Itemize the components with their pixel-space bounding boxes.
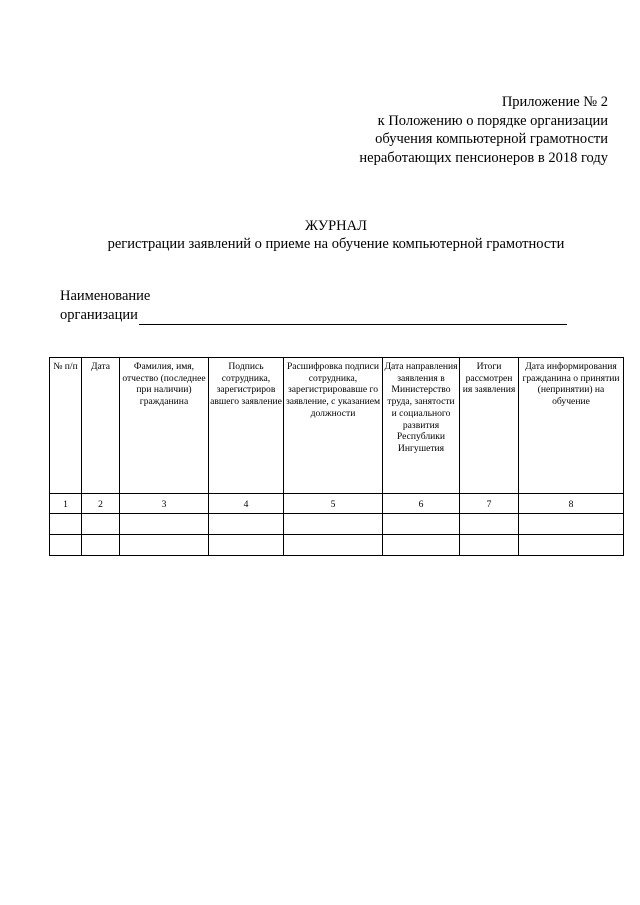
journal-subtitle: регистрации заявлений о приеме на обучение компьютерной грамотности: [107, 236, 565, 252]
appendix-line: неработающих пенсионеров в 2018 году: [359, 149, 608, 166]
empty-cell: [209, 514, 284, 535]
empty-cell: [284, 535, 383, 556]
table-number-row: [50, 494, 624, 514]
column-number: 6: [383, 494, 460, 514]
appendix-line: к Положению о порядке организации: [377, 112, 608, 129]
organization-field: [60, 287, 567, 325]
empty-cell: [50, 514, 82, 535]
empty-cell: [460, 535, 519, 556]
organization-label-line1: Наименование: [60, 288, 151, 304]
table-row: [50, 535, 624, 556]
appendix-block: [359, 93, 608, 167]
journal-title: ЖУРНАЛ: [305, 218, 367, 234]
header-cell: Дата информирования гражданина о принятии (непринятии) на обучение: [519, 358, 624, 494]
column-number: 7: [460, 494, 519, 514]
column-number: 8: [519, 494, 624, 514]
appendix-line: обучения компьютерной грамотности: [375, 131, 608, 147]
empty-cell: [383, 535, 460, 556]
empty-cell: [120, 535, 209, 556]
registration-table: [49, 357, 624, 556]
empty-cell: [284, 514, 383, 535]
table-row: [50, 514, 624, 535]
organization-label-line2: организации: [60, 307, 138, 323]
empty-cell: [519, 514, 624, 535]
empty-cell: [120, 514, 209, 535]
header-cell: № п/п: [50, 358, 82, 494]
header-cell: Дата: [82, 358, 120, 494]
organization-fill-line: [139, 310, 567, 325]
column-number: 1: [50, 494, 82, 514]
empty-cell: [209, 535, 284, 556]
empty-cell: [82, 535, 120, 556]
column-number: 3: [120, 494, 209, 514]
empty-cell: [519, 535, 624, 556]
empty-cell: [460, 514, 519, 535]
table-header-row: [50, 358, 624, 494]
column-number: 5: [284, 494, 383, 514]
appendix-line: Приложение № 2: [501, 94, 608, 110]
header-cell: Фамилия, имя, отчество (последнее при наличии) гражданина: [120, 358, 209, 494]
header-cell: Подпись сотрудника, зарегистриров авшего заявление: [209, 358, 284, 494]
column-number: 4: [209, 494, 284, 514]
header-cell: Расшифровка подписи сотрудника, зарегистрировавше го заявление, с указанием должности: [284, 358, 383, 494]
empty-cell: [82, 514, 120, 535]
column-number: 2: [82, 494, 120, 514]
header-cell: Итоги рассмотрен ия заявления: [460, 358, 519, 494]
header-cell: Дата направления заявления в Министерство труда, занятости и социального развития Республики Ингушетия: [383, 358, 460, 494]
empty-cell: [383, 514, 460, 535]
empty-cell: [50, 535, 82, 556]
